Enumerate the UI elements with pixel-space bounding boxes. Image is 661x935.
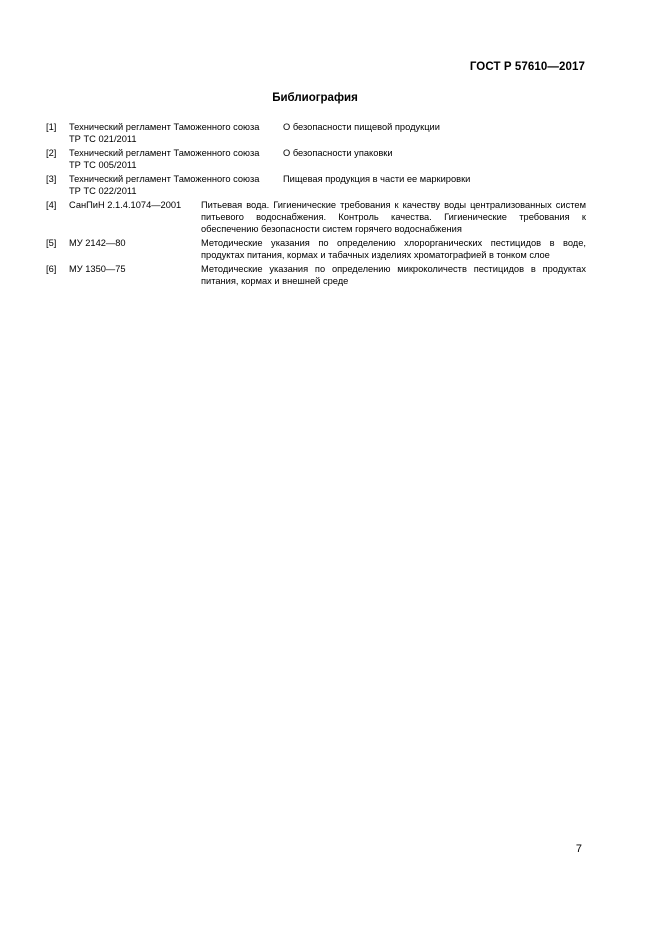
entry-number: [5] — [46, 238, 57, 248]
bibliography-entry — [46, 121, 586, 146]
bibliography-entry — [46, 173, 586, 198]
bibliography-entry — [46, 237, 586, 262]
entry-source-line: Технический регламент Таможенного союза — [69, 122, 260, 132]
entry-source-line: Технический регламент Таможенного союза — [69, 174, 260, 184]
entry-source — [69, 199, 181, 211]
entry-description: О безопасности упаковки — [283, 148, 393, 158]
entry-number: [1] — [46, 122, 57, 132]
entry-description: О безопасности пищевой продукции — [283, 122, 440, 132]
entry-source-line: МУ 2142—80 — [69, 238, 126, 248]
entry-source-line: ТР ТС 021/2011 — [69, 134, 137, 145]
entry-source — [69, 147, 259, 171]
bibliography-entry — [46, 263, 586, 288]
document-id: ГОСТ Р 57610—2017 — [469, 61, 585, 73]
bibliography-entry — [46, 147, 586, 172]
entry-source-line: ТР ТС 022/2011 — [69, 186, 137, 197]
entry-source — [69, 173, 259, 197]
entry-source — [69, 121, 259, 145]
entry-source-line: СанПиН 2.1.4.1074—2001 — [69, 200, 182, 210]
entry-description: Методические указания по определению микроколичеств пестицидов в продуктах питания, кормах и внешней среде — [201, 264, 586, 287]
entry-source — [69, 237, 126, 249]
entry-description: Пищевая продукция в части ее маркировки — [283, 174, 471, 184]
entry-number: [3] — [46, 174, 57, 184]
entry-number: [6] — [46, 264, 57, 274]
entry-number: [2] — [46, 148, 57, 158]
entry-source — [69, 263, 126, 275]
entry-number: [4] — [46, 200, 57, 210]
bibliography-entry — [46, 199, 586, 236]
entry-description: Методические указания по определению хлорорганических пестицидов в воде, продуктах питания, кормах и табачных изделиях хроматографией в тонком слое — [201, 238, 586, 261]
entry-description: Питьевая вода. Гигиенические требования к качеству воды централизованных систем питьевого водоснабжения. Контроль качества. Гигиенические требования к обеспечению безопасности систем горячего водоснабжения — [201, 200, 586, 235]
bibliography-list — [46, 121, 586, 289]
page-number: 7 — [575, 843, 582, 855]
entry-source-line: МУ 1350—75 — [69, 264, 126, 274]
entry-source-line: Технический регламент Таможенного союза — [69, 148, 260, 158]
entry-source-line: ТР ТС 005/2011 — [69, 160, 137, 171]
page-title: Библиография — [272, 92, 358, 104]
